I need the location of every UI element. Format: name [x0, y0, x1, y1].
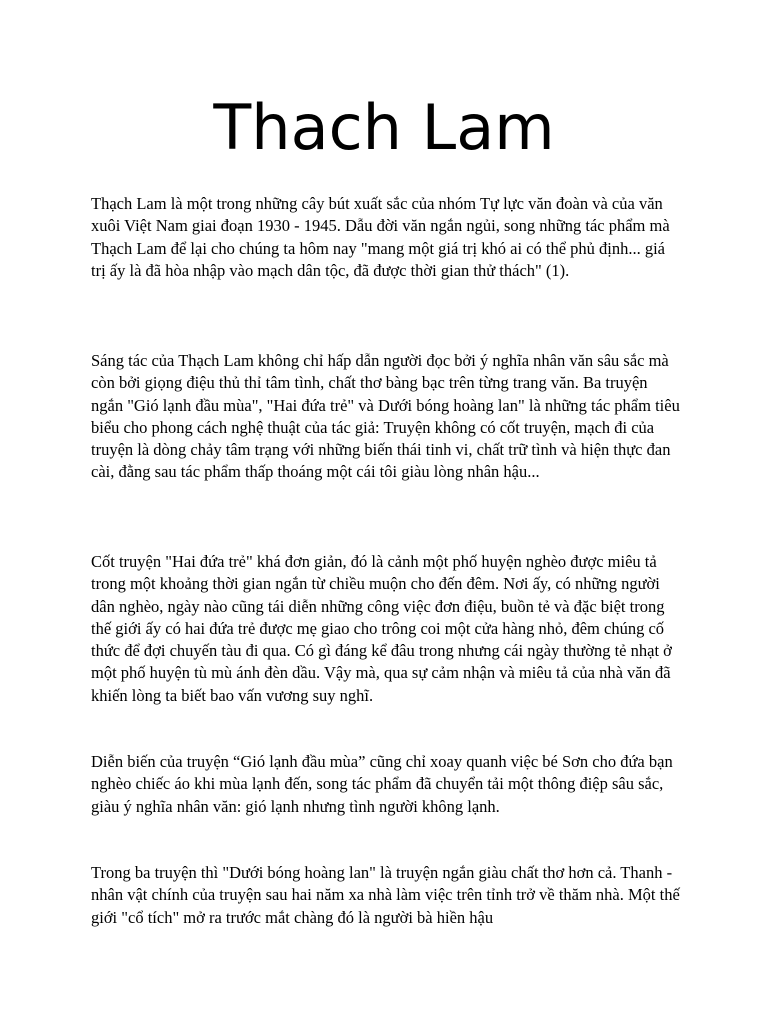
page-title: Thach Lam [213, 91, 555, 164]
paragraph-hai-dua-tre: Cốt truyện "Hai đứa trẻ" khá đơn giản, đó là cảnh một phố huyện nghèo được miêu tả trong một khoảng thời gian ngắn từ chiều muộn cho đến đêm. Nơi ấy, có những người dân nghèo, ngày nào cũng tái diễn những công việc đơn điệu, buồn tẻ và đặc biệt trong thế giới ấy có hai đứa trẻ được mẹ giao cho trông coi một cửa hàng nhỏ, đêm chúng cố thức để đợi chuyến tàu đi qua. Có gì đáng kể đâu trong nhưng cái ngày thường tẻ nhạt ở một phố huyện tù mù ánh đèn dầu. Vậy mà, qua sự cảm nhận và miêu tả của nhà văn đã khiến lòng ta biết bao vấn vương suy nghĩ. [91, 552, 672, 705]
paragraph-intro: Thạch Lam là một trong những cây bút xuất sắc của nhóm Tự lực văn đoàn và của văn xuôi Việt Nam giai đoạn 1930 - 1945. Dẫu đời văn ngắn ngủi, song những tác phẩm mà Thạch Lam để lại cho chúng ta hôm nay "mang một giá trị khó ai có thể phủ định... giá trị ấy là đã hòa nhập vào mạch dân tộc, đã được thời gian thử thách" (1). [91, 194, 670, 280]
paragraph-duoi-bong-hoang-lan: Trong ba truyện thì "Dưới bóng hoàng lan" là truyện ngắn giàu chất thơ hơn cả. Thanh - nhân vật chính của truyện sau hai năm xa nhà làm việc trên tỉnh trở về thăm nhà. Một thế giới "cổ tích" mở ra trước mắt chàng đó là người bà hiền hậu [91, 863, 680, 927]
paragraph-gio-lanh-dau-mua: Diễn biến của truyện “Gió lạnh đầu mùa” cũng chỉ xoay quanh việc bé Sơn cho đứa bạn nghèo chiếc áo khi mùa lạnh đến, song tác phẩm đã chuyển tải một thông điệp sâu sắc, giàu ý nghĩa nhân văn: gió lạnh nhưng tình người không lạnh. [91, 752, 673, 816]
paragraph-style: Sáng tác của Thạch Lam không chỉ hấp dẫn người đọc bởi ý nghĩa nhân văn sâu sắc mà còn bởi giọng điệu thủ thỉ tâm tình, chất thơ bàng bạc trên từng trang văn. Ba truyện ngắn "Gió lạnh đầu mùa", "Hai đứa trẻ" và Dưới bóng hoàng lan" là những tác phẩm tiêu biểu cho phong cách nghệ thuật của tác giả: Truyện không có cốt truyện, mạch đi của truyện là dòng chảy tâm trạng với những biến thái tinh vi, chất trữ tình và hiện thực đan cài, đằng sau tác phẩm thấp thoáng một cái tôi giàu lòng nhân hậu... [91, 351, 680, 482]
